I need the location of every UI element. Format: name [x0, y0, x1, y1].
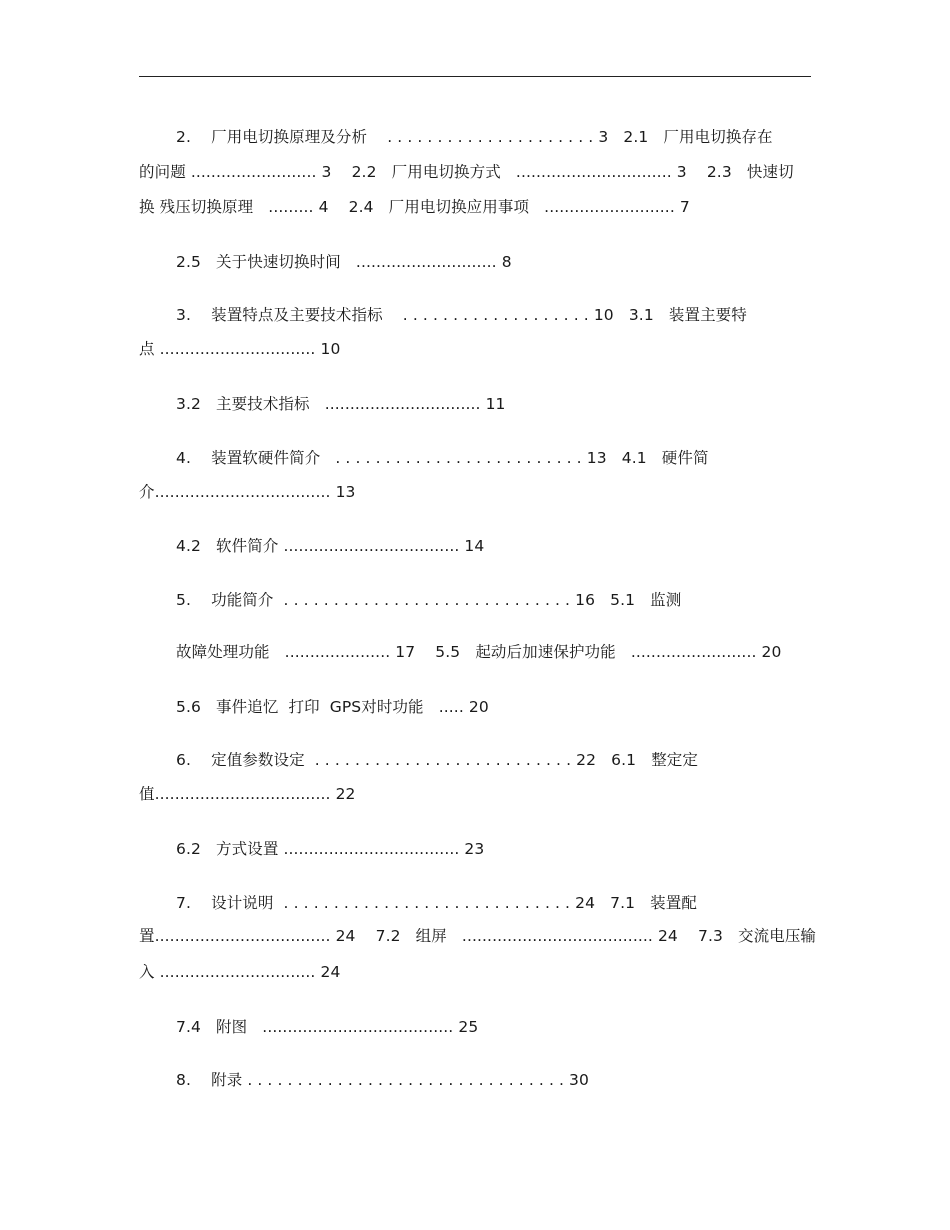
toc-line-16: 6.2 方式设置 ................................... 23 — [176, 840, 485, 858]
toc-line-11: 5. 功能简介 . . . . . . . . . . . . . . . . . . . . . . . . . . . . . 16 5.1 监测 — [176, 591, 682, 609]
toc-line-8: 4. 装置软硬件简介 . . . . . . . . . . . . . . . . . . . . . . . . . 13 4.1 硬件简 — [176, 449, 709, 467]
toc-line-20: 7.4 附图 ...................................... 25 — [176, 1018, 479, 1036]
toc-line-17: 7. 设计说明 . . . . . . . . . . . . . . . . . . . . . . . . . . . . . 24 7.1 装置配 — [176, 894, 697, 912]
toc-line-12: 故障处理功能 ..................... 17 5.5 起动后加速保护功能 ......................... 20 — [176, 643, 782, 661]
toc-line-1: 2. 厂用电切换原理及分析 . . . . . . . . . . . . . . . . . . . . . 3 2.1 厂用电切换存在 — [176, 128, 773, 146]
toc-line-13: 5.6 事件追忆 打印 GPS对时功能 ..... 20 — [176, 698, 489, 716]
toc-line-15: 值................................... 22 — [139, 785, 356, 803]
toc-line-5: 3. 装置特点及主要技术指标 . . . . . . . . . . . . . . . . . . . 10 3.1 装置主要特 — [176, 306, 747, 324]
toc-line-19: 入 ............................... 24 — [139, 963, 341, 981]
toc-line-4: 2.5 关于快速切换时间 ............................ 8 — [176, 253, 512, 271]
toc-line-6: 点 ............................... 10 — [139, 340, 341, 358]
toc-line-10: 4.2 软件简介 ................................... 14 — [176, 537, 485, 555]
header-rule — [139, 76, 811, 77]
toc-line-2: 的问题 ......................... 3 2.2 厂用电切换方式 ............................... 3 2.3 快速切 — [139, 163, 794, 181]
toc-line-18: 置................................... 24 7.2 组屏 ...................................... 24 7.3 交流电压输 — [139, 927, 817, 945]
toc-line-21: 8. 附录 . . . . . . . . . . . . . . . . . . . . . . . . . . . . . . . . 30 — [176, 1071, 589, 1089]
toc-line-14: 6. 定值参数设定 . . . . . . . . . . . . . . . . . . . . . . . . . . 22 6.1 整定定 — [176, 751, 698, 769]
toc-line-9: 介................................... 13 — [139, 483, 356, 501]
toc-line-7: 3.2 主要技术指标 ............................... 11 — [176, 395, 506, 413]
toc-line-3: 换 残压切换原理 ......... 4 2.4 厂用电切换应用事项 .......................... 7 — [139, 198, 690, 216]
